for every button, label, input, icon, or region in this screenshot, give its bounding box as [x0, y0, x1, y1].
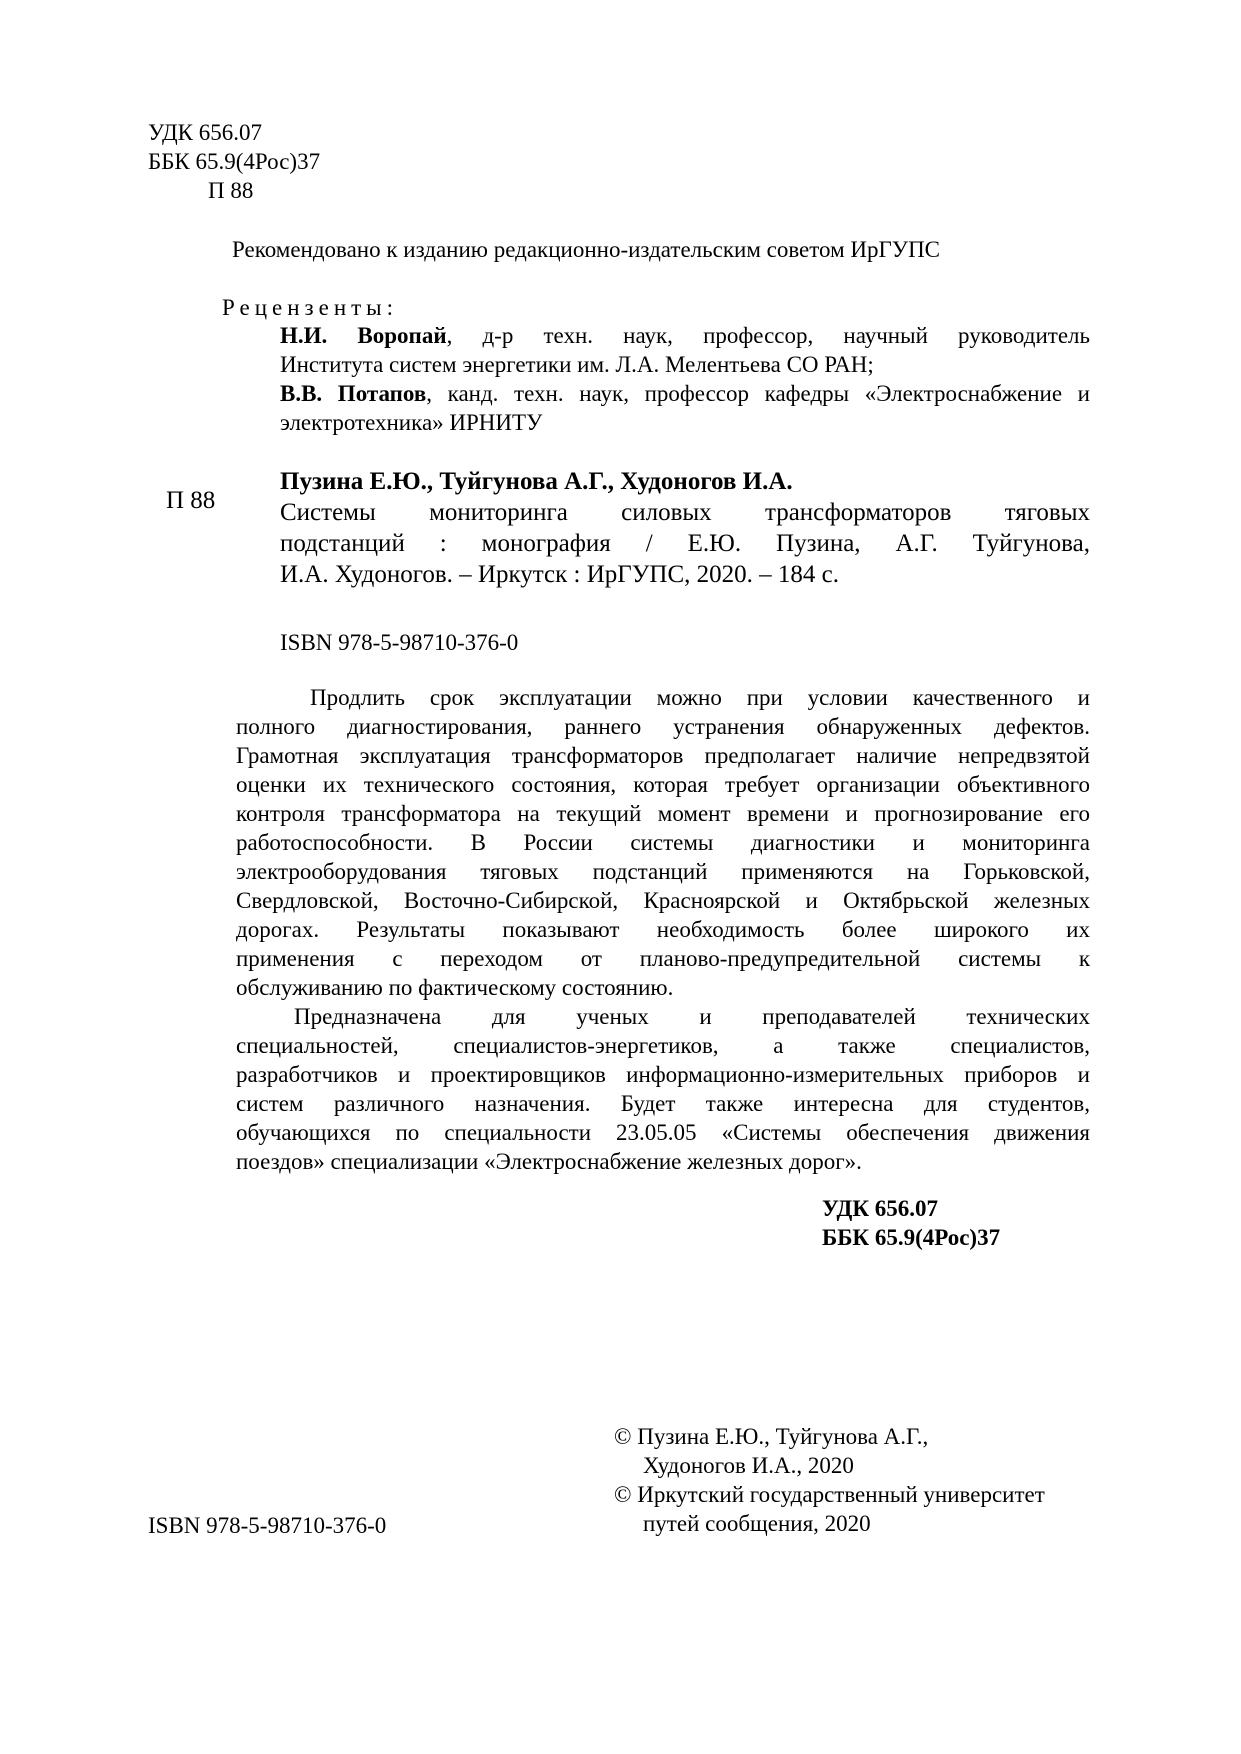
catalog-authors: Пузина Е.Ю., Туйгунова А.Г., Худоногов И.А. [280, 468, 793, 495]
abstract-line: применения с переходом от планово-предупредительной системы к [236, 946, 1090, 971]
catalog-entry [280, 466, 1090, 590]
udk-code: УДК 656.07 [148, 120, 262, 145]
bbk-code: ББК 65.9(4Рос)37 [148, 149, 321, 174]
author-mark: П 88 [208, 178, 254, 203]
abstract-line: Продлить срок эксплуатации можно при условии качественного и [310, 685, 1090, 710]
copyright-university-line-2: путей сообщения, 2020 [643, 1511, 871, 1536]
reviewer-1-line-1 [280, 321, 1090, 350]
abstract-line: поездов» специализации «Электроснабжение железных дорог». [236, 1149, 862, 1174]
abstract-line: специальностей, специалистов-энергетиков, а также специалистов, [236, 1033, 1090, 1058]
publication-recommendation: Рекомендовано к изданию редакционно-издательским советом ИрГУПС [232, 237, 941, 262]
abstract-line: контроля трансформатора на текущий момент времени и прогнозирование его [236, 801, 1090, 826]
copyright-authors-line-2: Худоногов И.А., 2020 [643, 1453, 854, 1478]
abstract-line: обслуживанию по фактическому состоянию. [236, 975, 674, 1000]
bbk-code-bottom: ББК 65.9(4Рос)37 [822, 1225, 1001, 1250]
abstract-line: работоспособности. В России системы диагностики и мониторинга [236, 830, 1090, 855]
udk-code-bottom: УДК 656.07 [822, 1196, 939, 1221]
abstract-line: Свердловской, Восточно-Сибирской, Красноярской и Октябрьской железных [236, 888, 1090, 913]
reviewer-1-credentials: , д-р техн. наук, профессор, научный руководитель [446, 323, 1091, 348]
abstract-line: обучающихся по специальности 23.05.05 «Системы обеспечения движения [236, 1120, 1090, 1145]
copyright-university-line-1: © Иркутский государственный университет [614, 1482, 1045, 1507]
reviewer-2-credentials: , канд. техн. наук, профессор кафедры «Электроснабжение и [426, 381, 1090, 406]
abstract-line: электрооборудования тяговых подстанций применяются на Горьковской, [236, 859, 1090, 884]
copyright-authors-line-1: © Пузина Е.Ю., Туйгунова А.Г., [614, 1424, 929, 1449]
reviewers-list [280, 321, 1090, 437]
catalog-description-line-2: подстанций : монография / Е.Ю. Пузина, А.Г. Туйгунова, [280, 530, 1090, 557]
abstract-line: Предназначена для ученых и преподавателей технических [294, 1004, 1090, 1029]
reviewer-1-name: Н.И. Воропай [280, 323, 447, 348]
reviewers-label: Рецензенты: [222, 295, 399, 320]
reviewer-2-name: В.В. Потапов [280, 381, 427, 406]
catalog-description-line-1: Системы мониторинга силовых трансформаторов тяговых [280, 499, 1090, 526]
abstract-paragraph-2 [236, 1002, 1090, 1176]
catalog-description-line-3: И.А. Худоногов. – Иркутск : ИрГУПС, 2020. – 184 с. [280, 561, 839, 588]
top-classification-codes [148, 118, 320, 205]
reviewer-2-line-1 [280, 379, 1090, 408]
reviewer-1-line-2: Института систем энергетики им. Л.А. Мелентьева СО РАН; [280, 352, 874, 377]
copyright-block [614, 1422, 1045, 1538]
reviewer-2-line-2: электротехника» ИРНИТУ [280, 410, 543, 435]
isbn: ISBN 978-5-98710-376-0 [280, 630, 519, 655]
abstract-line: разработчиков и проектировщиков информационно-измерительных приборов и [236, 1062, 1090, 1087]
abstract-line: Грамотная эксплуатация трансформаторов предполагает наличие непредвзятой [236, 743, 1090, 768]
abstract [236, 683, 1090, 1176]
isbn-bottom: ISBN 978-5-98710-376-0 [148, 1513, 387, 1538]
abstract-paragraph-1 [236, 683, 1090, 1002]
catalog-author-mark: П 88 [166, 487, 216, 514]
bottom-classification-codes [822, 1194, 1000, 1252]
abstract-line: оценки их технического состояния, которая требует организации объективного [236, 772, 1090, 797]
abstract-line: полного диагностирования, раннего устранения обнаруженных дефектов. [236, 714, 1090, 739]
abstract-line: дорогах. Результаты показывают необходимость более широкого их [236, 917, 1090, 942]
abstract-line: систем различного назначения. Будет также интересна для студентов, [236, 1091, 1090, 1116]
